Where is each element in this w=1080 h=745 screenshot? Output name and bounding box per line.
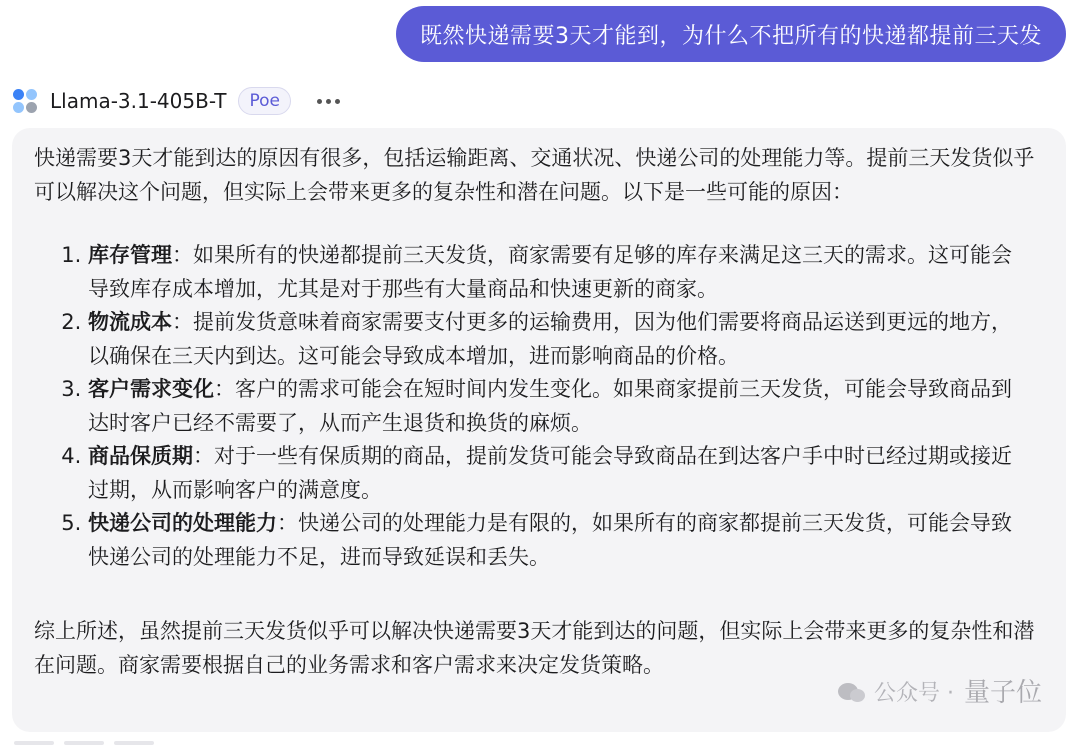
- list-item: [88, 306, 1044, 373]
- bottom-action-bar: [14, 741, 154, 745]
- list-item: [88, 440, 1044, 507]
- list-item-text: ：提前发货意味着商家需要支付更多的运输费用，因为他们需要将商品运送到更远的地方，以确保在三天内到达。这可能会导致成本增加，进而影响商品的价格。: [88, 310, 1012, 368]
- bot-avatar-icon[interactable]: [12, 88, 38, 114]
- wechat-icon: [838, 681, 868, 705]
- list-item: [88, 373, 1044, 440]
- list-item-title: 库存管理: [88, 243, 172, 267]
- list-item: [88, 507, 1044, 574]
- watermark-text: 公众号 ·: [873, 680, 954, 706]
- list-item-text: ：对于一些有保质期的商品，提前发货可能会导致商品在到达客户手中时已经过期或接近过期，从而影响客户的满意度。: [88, 444, 1012, 502]
- response-intro: 快递需要3天才能到达的原因有很多，包括运输距离、交通状况、快递公司的处理能力等。提前三天发货似乎可以解决这个问题，但实际上会带来更多的复杂性和潜在问题。以下是一些可能的原因：: [34, 146, 1035, 204]
- avatar-dot: [13, 102, 24, 113]
- avatar-dot: [26, 102, 37, 113]
- list-item-title: 客户需求变化: [88, 377, 214, 401]
- action-placeholder: [114, 741, 154, 745]
- list-item-text: ：快递公司的处理能力是有限的，如果所有的商家都提前三天发货，可能会导致快递公司的处理能力不足，进而导致延误和丢失。: [88, 511, 1012, 569]
- bot-header: [12, 86, 344, 116]
- list-item-title: 快递公司的处理能力: [88, 511, 277, 535]
- avatar-dot: [13, 89, 24, 100]
- poe-badge: Poe: [238, 87, 291, 115]
- list-item-title: 商品保质期: [88, 444, 193, 468]
- list-item-text: ：如果所有的快递都提前三天发货，商家需要有足够的库存来满足这三天的需求。这可能会导致库存成本增加，尤其是对于那些有大量商品和快速更新的商家。: [88, 243, 1012, 301]
- bot-response-bubble: [12, 128, 1066, 732]
- watermark: [838, 677, 1042, 711]
- action-placeholder: [14, 741, 54, 745]
- list-item: [88, 239, 1044, 306]
- action-placeholder: [64, 741, 104, 745]
- response-conclusion: 综上所述，虽然提前三天发货似乎可以解决快递需要3天才能到达的问题，但实际上会带来更多的复杂性和潜在问题。商家需要根据自己的业务需求和客户需求来决定发货策略。: [34, 619, 1035, 677]
- watermark-brand: 量子位: [963, 677, 1042, 708]
- more-options-icon[interactable]: [313, 91, 344, 111]
- user-message-bubble: [396, 6, 1066, 62]
- avatar-dot: [26, 89, 37, 100]
- list-item-text: ：客户的需求可能会在短时间内发生变化。如果商家提前三天发货，可能会导致商品到达时客户已经不需要了，从而产生退货和换货的麻烦。: [88, 377, 1012, 435]
- list-item-title: 物流成本: [88, 310, 172, 334]
- bot-name[interactable]: Llama-3.1-405B-T: [50, 89, 227, 113]
- reasons-list: [34, 239, 1044, 574]
- user-message-text: 既然快递需要3天才能到，为什么不把所有的快递都提前三天发: [420, 23, 1042, 49]
